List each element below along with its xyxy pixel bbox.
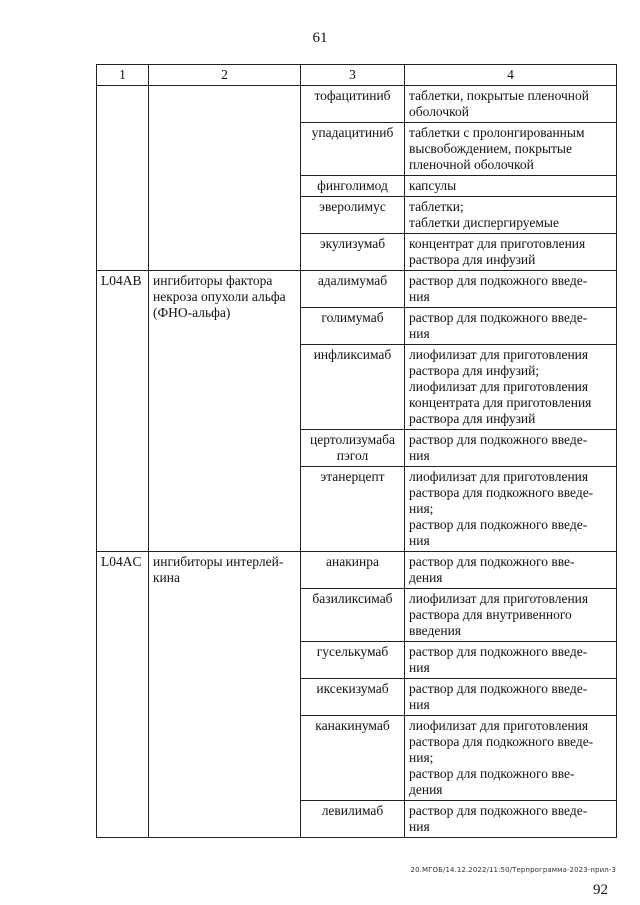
drug-name-cell: анакинра bbox=[301, 552, 405, 589]
dosage-form-cell bbox=[405, 345, 617, 430]
dosage-form-line: лиофилизат для приготовления bbox=[409, 718, 589, 733]
dosage-form-line: ния bbox=[409, 660, 430, 675]
atc-code-cell bbox=[97, 86, 149, 271]
dosage-form-line: раствора для инфузий bbox=[409, 411, 536, 426]
dosage-form-line: ния; bbox=[409, 750, 434, 765]
dosage-form-line: капсулы bbox=[409, 178, 457, 193]
table-header-row bbox=[97, 65, 617, 86]
drug-name-cell: базиликсимаб bbox=[301, 589, 405, 642]
dosage-form-line: ния bbox=[409, 533, 430, 548]
drug-name-cell: тофацитиниб bbox=[301, 86, 405, 123]
dosage-form-cell bbox=[405, 197, 617, 234]
dosage-form-cell bbox=[405, 123, 617, 176]
dosage-form-cell bbox=[405, 801, 617, 838]
atc-code-cell: L04AC bbox=[97, 552, 149, 838]
drug-name-cell: финголимод bbox=[301, 176, 405, 197]
dosage-form-line: раствор для подкожного введе- bbox=[409, 517, 588, 532]
drug-table bbox=[96, 64, 617, 838]
drug-name-cell: гуселькумаб bbox=[301, 642, 405, 679]
dosage-form-cell bbox=[405, 642, 617, 679]
dosage-form-line: раствора для подкожного введе- bbox=[409, 485, 594, 500]
dosage-form-line: оболочкой bbox=[409, 104, 469, 119]
page-number-bottom: 92 bbox=[593, 882, 608, 898]
drug-name-cell: упадацитиниб bbox=[301, 123, 405, 176]
column-header-1: 1 bbox=[97, 65, 149, 86]
drug-name-cell: эверолимус bbox=[301, 197, 405, 234]
column-header-4: 4 bbox=[405, 65, 617, 86]
dosage-form-line: раствор для подкожного введе- bbox=[409, 803, 588, 818]
dosage-form-line: таблетки с пролонгированным bbox=[409, 125, 585, 140]
dosage-form-line: дения bbox=[409, 782, 443, 797]
column-header-3: 3 bbox=[301, 65, 405, 86]
dosage-form-cell bbox=[405, 86, 617, 123]
dosage-form-cell bbox=[405, 467, 617, 552]
page-number-top: 61 bbox=[312, 30, 328, 46]
dosage-form-line: раствор для подкожного вве- bbox=[409, 766, 575, 781]
dosage-form-cell bbox=[405, 430, 617, 467]
dosage-form-line: лиофилизат для приготовления bbox=[409, 379, 589, 394]
dosage-form-line: высвобождением, покрытые bbox=[409, 141, 572, 156]
drug-name-cell: иксекизумаб bbox=[301, 679, 405, 716]
drug-name-cell: левилимаб bbox=[301, 801, 405, 838]
drug-name-cell: адалимумаб bbox=[301, 271, 405, 308]
dosage-form-line: таблетки диспергируемые bbox=[409, 215, 559, 230]
dosage-form-line: лиофилизат для приготовления bbox=[409, 347, 589, 362]
dosage-form-line: концентрат для приготовления bbox=[409, 236, 586, 251]
table-row bbox=[97, 86, 617, 123]
drug-name-cell: этанерцепт bbox=[301, 467, 405, 552]
dosage-form-line: раствор для подкожного введе- bbox=[409, 273, 588, 288]
dosage-form-line: дения bbox=[409, 570, 443, 585]
group-name-cell bbox=[149, 86, 301, 271]
table-row bbox=[97, 552, 617, 589]
dosage-form-cell bbox=[405, 308, 617, 345]
dosage-form-line: ния bbox=[409, 819, 430, 834]
dosage-form-line: раствор для подкожного вве- bbox=[409, 554, 575, 569]
dosage-form-line: пленочной оболочкой bbox=[409, 157, 534, 172]
dosage-form-line: раствора для инфузий bbox=[409, 252, 536, 267]
dosage-form-cell bbox=[405, 589, 617, 642]
dosage-form-line: ния bbox=[409, 697, 430, 712]
group-name-cell: ингибиторы интерлей-кина bbox=[149, 552, 301, 838]
dosage-form-line: раствор для подкожного введе- bbox=[409, 644, 588, 659]
dosage-form-line: раствор для подкожного введе- bbox=[409, 432, 588, 447]
dosage-form-cell bbox=[405, 176, 617, 197]
dosage-form-line: ния bbox=[409, 448, 430, 463]
drug-name-cell: инфликсимаб bbox=[301, 345, 405, 430]
atc-code-cell: L04AB bbox=[97, 271, 149, 552]
dosage-form-line: раствор для подкожного введе- bbox=[409, 310, 588, 325]
dosage-form-line: ния; bbox=[409, 501, 434, 516]
dosage-form-cell bbox=[405, 234, 617, 271]
dosage-form-line: введения bbox=[409, 623, 462, 638]
dosage-form-line: ния bbox=[409, 326, 430, 341]
dosage-form-line: лиофилизат для приготовления bbox=[409, 591, 589, 606]
drug-name-cell: экулизумаб bbox=[301, 234, 405, 271]
dosage-form-cell bbox=[405, 679, 617, 716]
dosage-form-line: раствора для инфузий; bbox=[409, 363, 540, 378]
drug-name-cell: цертолизумаба пэгол bbox=[301, 430, 405, 467]
dosage-form-line: ния bbox=[409, 289, 430, 304]
dosage-form-cell bbox=[405, 716, 617, 801]
group-name-cell: ингибиторы фактора некроза опухоли альфа (ФНО-альфа) bbox=[149, 271, 301, 552]
column-header-2: 2 bbox=[149, 65, 301, 86]
drug-name-cell: канакинумаб bbox=[301, 716, 405, 801]
dosage-form-cell bbox=[405, 552, 617, 589]
dosage-form-cell bbox=[405, 271, 617, 308]
table-row bbox=[97, 271, 617, 308]
dosage-form-line: лиофилизат для приготовления bbox=[409, 469, 589, 484]
dosage-form-line: таблетки; bbox=[409, 199, 464, 214]
footer-stamp: 20.МГОБ/14.12.2022/11:50/Терпрограмма-2023-прил-3 bbox=[410, 866, 616, 874]
drug-name-cell: голимумаб bbox=[301, 308, 405, 345]
dosage-form-line: раствор для подкожного введе- bbox=[409, 681, 588, 696]
dosage-form-line: таблетки, покрытые пленочной bbox=[409, 88, 590, 103]
dosage-form-line: раствора для подкожного введе- bbox=[409, 734, 594, 749]
dosage-form-line: концентрата для приготовления bbox=[409, 395, 592, 410]
dosage-form-line: раствора для внутривенного bbox=[409, 607, 572, 622]
